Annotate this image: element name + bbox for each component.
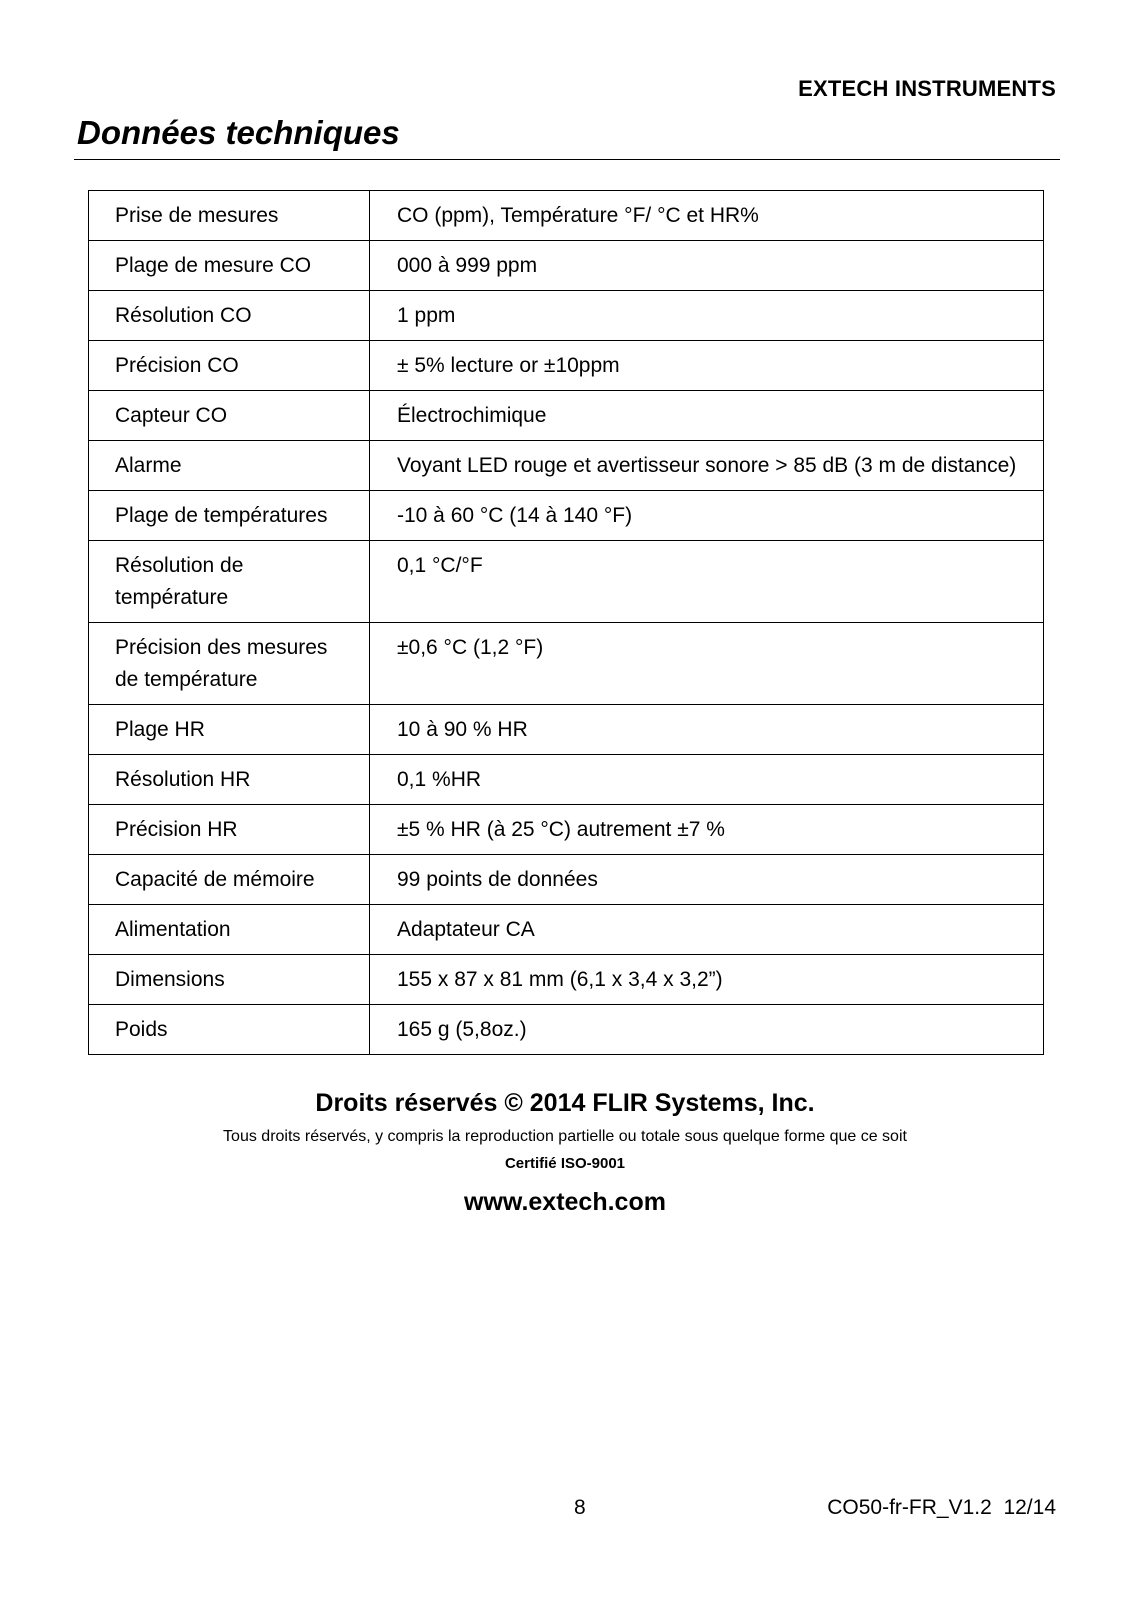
spec-value: Électrochimique [370, 391, 1044, 441]
specifications-table [88, 190, 1044, 1055]
spec-row [89, 441, 1044, 491]
spec-label: Poids [89, 1005, 370, 1055]
spec-value: 10 à 90 % HR [370, 705, 1044, 755]
spec-row [89, 955, 1044, 1005]
section-title: Données techniques [77, 114, 400, 151]
spec-value: ± 5% lecture or ±10ppm [370, 341, 1044, 391]
spec-row [89, 491, 1044, 541]
spec-label: Alimentation [89, 905, 370, 955]
rights-statement: Tous droits réservés, y compris la reproduction partielle ou totale sous quelque forme que ce soit [223, 1128, 907, 1145]
spec-row [89, 623, 1044, 705]
spec-row [89, 291, 1044, 341]
spec-label: Alarme [89, 441, 370, 491]
spec-row [89, 905, 1044, 955]
spec-row [89, 341, 1044, 391]
page-number: 8 [574, 1496, 586, 1519]
spec-label: Résolution de température [89, 541, 370, 623]
spec-value: CO (ppm), Température °F/ °C et HR% [370, 191, 1044, 241]
spec-row [89, 191, 1044, 241]
spec-value: 155 x 87 x 81 mm (6,1 x 3,4 x 3,2”) [370, 955, 1044, 1005]
spec-value: Voyant LED rouge et avertisseur sonore > 85 dB (3 m de distance) [370, 441, 1044, 491]
spec-value: Adaptateur CA [370, 905, 1044, 955]
spec-value: 000 à 999 ppm [370, 241, 1044, 291]
spec-label: Prise de mesures [89, 191, 370, 241]
copyright-notice: Droits réservés © 2014 FLIR Systems, Inc. [315, 1089, 815, 1117]
iso-certification: Certifié ISO-9001 [504, 1155, 626, 1172]
spec-label: Précision des mesures de température [89, 623, 370, 705]
spec-value: 99 points de données [370, 855, 1044, 905]
spec-label: Précision CO [89, 341, 370, 391]
spec-value: 1 ppm [370, 291, 1044, 341]
spec-label: Plage de mesure CO [89, 241, 370, 291]
spec-label: Plage HR [89, 705, 370, 755]
spec-value: 0,1 °C/°F [370, 541, 1044, 623]
spec-value: -10 à 60 °C (14 à 140 °F) [370, 491, 1044, 541]
document-code: CO50-fr-FR_V1.2 12/14 [827, 1496, 1056, 1519]
website-link[interactable]: www.extech.com [464, 1188, 666, 1216]
spec-value: 0,1 %HR [370, 755, 1044, 805]
spec-label: Capteur CO [89, 391, 370, 441]
spec-value: 165 g (5,8oz.) [370, 1005, 1044, 1055]
spec-value: ±5 % HR (à 25 °C) autrement ±7 % [370, 805, 1044, 855]
title-underline [74, 159, 1060, 160]
spec-value: ±0,6 °C (1,2 °F) [370, 623, 1044, 705]
spec-label: Résolution HR [89, 755, 370, 805]
brand-header: EXTECH INSTRUMENTS [798, 76, 1056, 101]
spec-row [89, 391, 1044, 441]
spec-row [89, 541, 1044, 623]
spec-row [89, 241, 1044, 291]
spec-label: Dimensions [89, 955, 370, 1005]
spec-row [89, 1005, 1044, 1055]
spec-row [89, 755, 1044, 805]
spec-label: Capacité de mémoire [89, 855, 370, 905]
spec-label: Plage de températures [89, 491, 370, 541]
spec-label: Précision HR [89, 805, 370, 855]
spec-row [89, 705, 1044, 755]
spec-row [89, 805, 1044, 855]
footer-block [0, 1086, 1130, 1219]
spec-row [89, 855, 1044, 905]
spec-label: Résolution CO [89, 291, 370, 341]
